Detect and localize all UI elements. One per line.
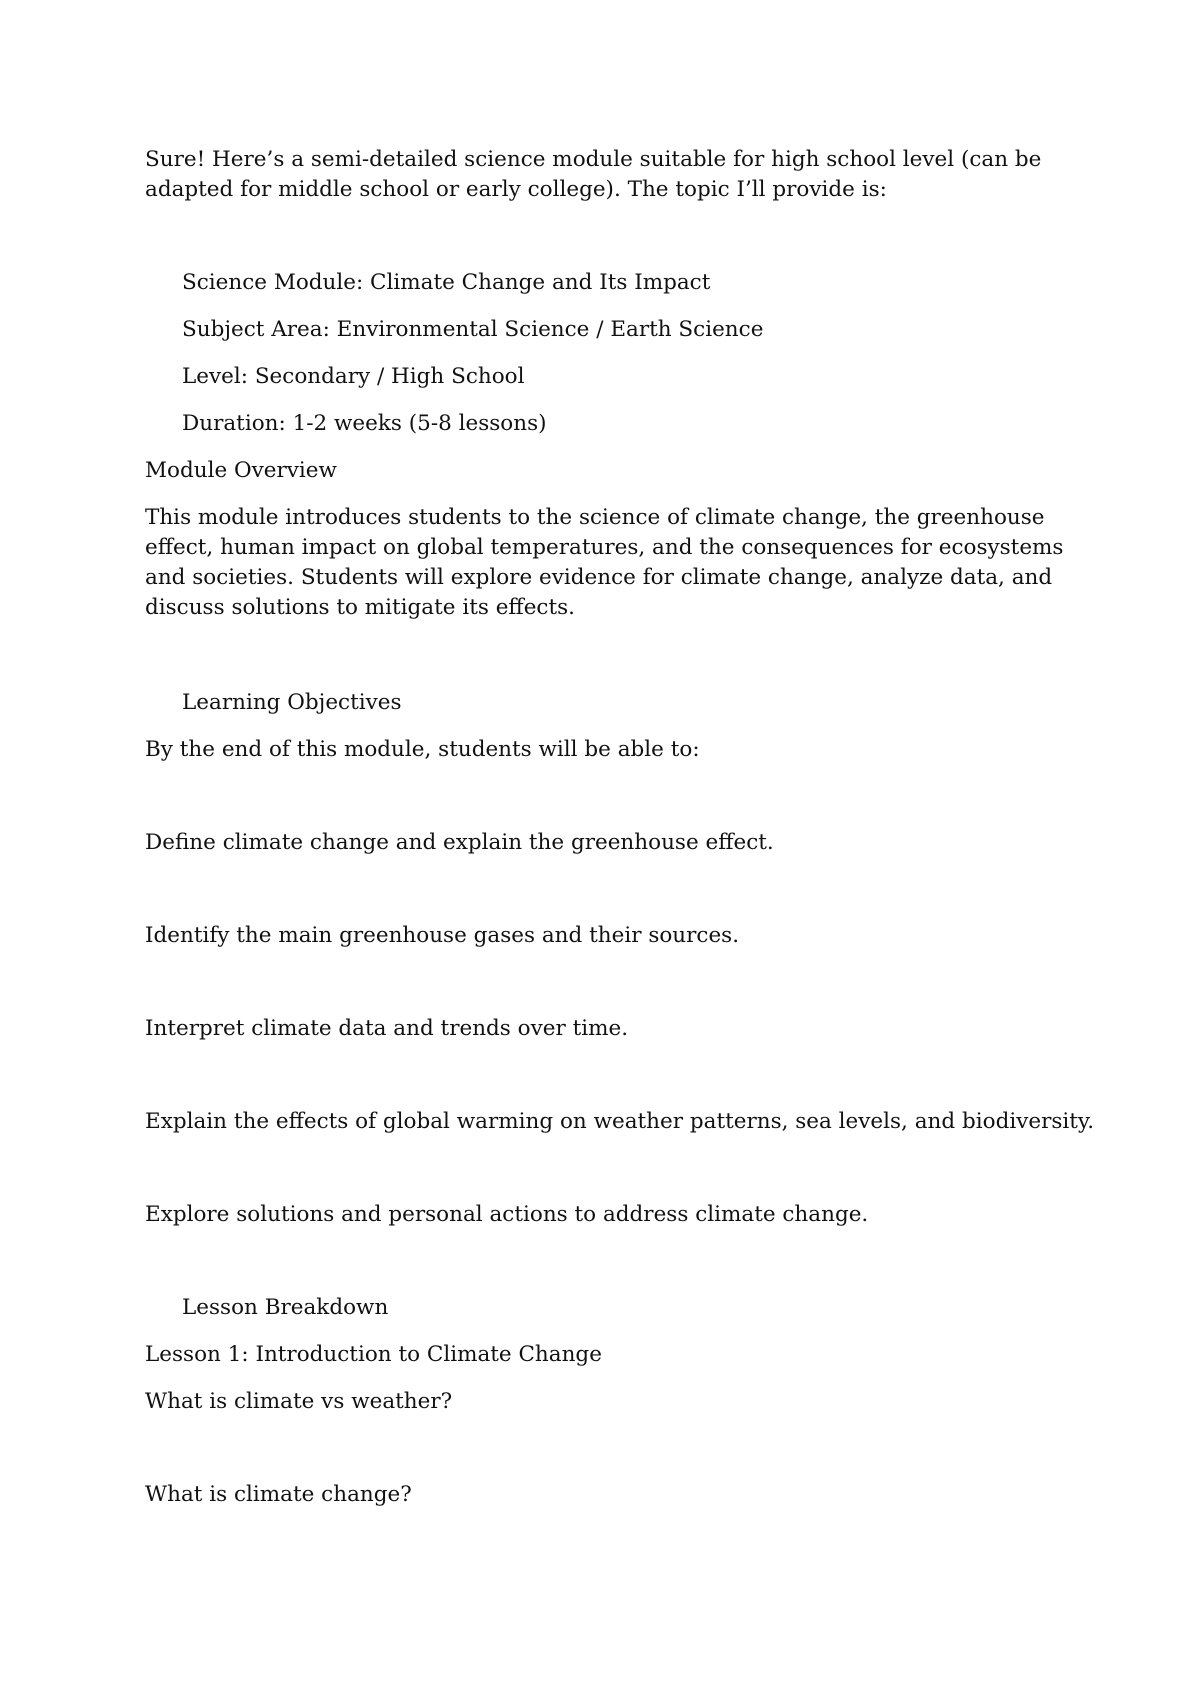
objectives-lead: By the end of this module, students will be able to: (145, 737, 700, 762)
lesson-item: What is climate vs weather? (145, 1389, 453, 1414)
level: Level: Secondary / High School (182, 364, 525, 389)
overview-heading: Module Overview (145, 458, 337, 483)
objective-item: Interpret climate data and trends over time. (145, 1016, 629, 1041)
module-title: Science Module: Climate Change and Its Impact (182, 270, 711, 295)
objectives-heading: Learning Objectives (182, 690, 402, 715)
lessons-heading: Lesson Breakdown (182, 1295, 389, 1320)
overview-paragraph: This module introduces students to the science of climate change, the greenhouse effect, human impact on global temperatures, and the consequences for ecosystems and societies. Students will explore evidence for climate change, analyze data, and discuss solutions to mitigate its effects. (145, 505, 1064, 620)
lesson-title: Lesson 1: Introduction to Climate Change (145, 1342, 602, 1367)
duration: Duration: 1-2 weeks (5-8 lessons) (182, 411, 547, 436)
objective-item: Define climate change and explain the greenhouse effect. (145, 830, 774, 855)
objective-item: Identify the main greenhouse gases and their sources. (145, 923, 740, 948)
lesson-item: What is climate change? (145, 1482, 412, 1507)
subject-area: Subject Area: Environmental Science / Earth Science (182, 317, 764, 342)
intro-paragraph: Sure! Here’s a semi-detailed science module suitable for high school level (can be adapted for middle school or early college). The topic I’ll provide is: (145, 147, 1042, 202)
objective-item: Explain the effects of global warming on weather patterns, sea levels, and biodiversity. (145, 1109, 1095, 1134)
objective-item: Explore solutions and personal actions to address climate change. (145, 1202, 869, 1227)
